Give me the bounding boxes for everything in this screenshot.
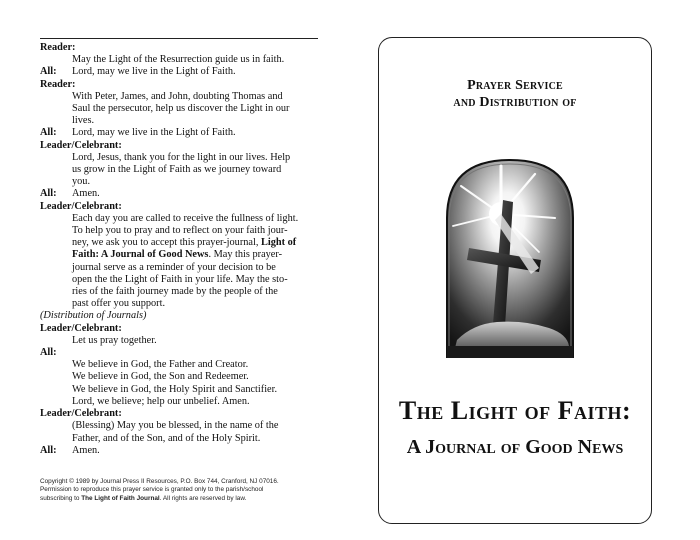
cross-light-icon	[443, 156, 577, 358]
speaker-label: All:	[40, 188, 57, 200]
creed-line: We believe in God, the Holy Spirit and Sanctifier.	[72, 383, 278, 395]
reader-line: With Peter, James, and John, doubting Thomas and	[72, 90, 283, 102]
all-creed-block	[40, 347, 322, 408]
journal-name-bold: The Light of Faith Journal	[81, 494, 160, 502]
leader-line: you.	[72, 176, 91, 188]
speaker-label: All:	[40, 347, 57, 359]
journal-title-bold: Faith: A Journal of Good News	[72, 249, 209, 261]
leader-block-1	[40, 140, 322, 189]
leader-block-4	[40, 408, 322, 445]
reader-line: May the Light of the Resurrection guide us in faith.	[72, 54, 285, 66]
reader-block-2	[40, 79, 322, 128]
rights-text-post: . All rights are reserved by law.	[159, 494, 247, 502]
cover-title: The Light of Faith:	[398, 396, 632, 425]
journal-title-bold: Light of	[260, 237, 297, 249]
leader-line: ries of the faith journey made by the people of the	[72, 286, 278, 298]
all-response-1	[40, 66, 322, 78]
journal-cover	[378, 37, 652, 524]
speaker-label: Leader/Celebrant:	[40, 408, 122, 420]
speaker-label: All:	[40, 127, 57, 139]
leader-line	[40, 249, 322, 261]
all-response-3	[40, 188, 322, 200]
leader-line: Each day you are called to receive the fullness of light.	[72, 212, 299, 224]
all-response-2	[40, 127, 322, 139]
leader-line: journal serve as a reminder of your decision to be	[72, 261, 276, 273]
speaker-label: Leader/Celebrant:	[40, 139, 122, 151]
top-rule	[40, 38, 318, 39]
leader-line	[40, 237, 322, 249]
rights-text-pre: subscribing to	[40, 494, 82, 502]
copyright-notice	[40, 478, 330, 503]
cover-heading-line1: Prayer Service	[467, 78, 563, 93]
creed-line: Lord, we believe; help our unbelief. Amen.	[72, 395, 250, 407]
leader-line: past offer you support.	[72, 298, 166, 310]
cover-heading-line2: and Distribution of	[453, 95, 577, 110]
rights-line	[40, 495, 330, 503]
reader-line: lives.	[72, 115, 95, 127]
speaker-label: Leader/Celebrant:	[40, 322, 122, 334]
creed-line: We believe in God, the Son and Redeemer.	[72, 371, 249, 383]
leader-line: Lord, Jesus, thank you for the light in our lives. Help	[72, 151, 291, 163]
leader-line: Let us pray together.	[72, 334, 157, 346]
creed-line: We believe in God, the Father and Creator.	[72, 359, 249, 371]
response-line: Amen.	[72, 188, 100, 200]
reader-line: Saul the persecutor, help us discover the Light in our	[72, 103, 290, 115]
all-response-final	[40, 445, 322, 457]
speaker-label: Reader:	[40, 78, 76, 90]
blessing-line: (Blessing) May you be blessed, in the name of the	[72, 420, 279, 432]
speaker-label: Reader:	[40, 42, 76, 53]
permission-line: Permission to reproduce this prayer service is granted only to the parish/school	[40, 486, 264, 494]
leader-block-3	[40, 323, 322, 347]
response-line: Lord, may we live in the Light of Faith.	[72, 66, 236, 78]
leader-line: us grow in the Light of Faith as we journey toward	[72, 164, 282, 176]
response-line: Lord, may we live in the Light of Faith.	[72, 127, 236, 139]
cover-subtitle: A Journal of Good News	[406, 436, 624, 458]
leader-block-2	[40, 201, 322, 311]
leader-line: open the the Light of Faith in your life. May the sto-	[72, 273, 288, 285]
speaker-label: Leader/Celebrant:	[40, 200, 122, 212]
speaker-label: All:	[40, 66, 57, 78]
leader-line: To help you to pray and to reflect on your faith jour-	[72, 225, 288, 237]
leader-line-text: ney, we ask you to accept this prayer-journal,	[72, 237, 259, 249]
blessing-line: Father, and of the Son, and of the Holy Spirit.	[72, 432, 261, 444]
copyright-line: Copyright © 1989 by Journal Press II Resources, P.O. Box 744, Cranford, NJ 07016.	[40, 478, 279, 485]
speaker-label: All:	[40, 444, 57, 456]
response-line: Amen.	[72, 444, 100, 456]
leader-line-text: . May this prayer-	[208, 249, 283, 261]
distribution-rubric: (Distribution of Journals)	[40, 310, 147, 322]
reader-block-1	[40, 42, 322, 66]
prayer-service-text	[40, 42, 322, 457]
